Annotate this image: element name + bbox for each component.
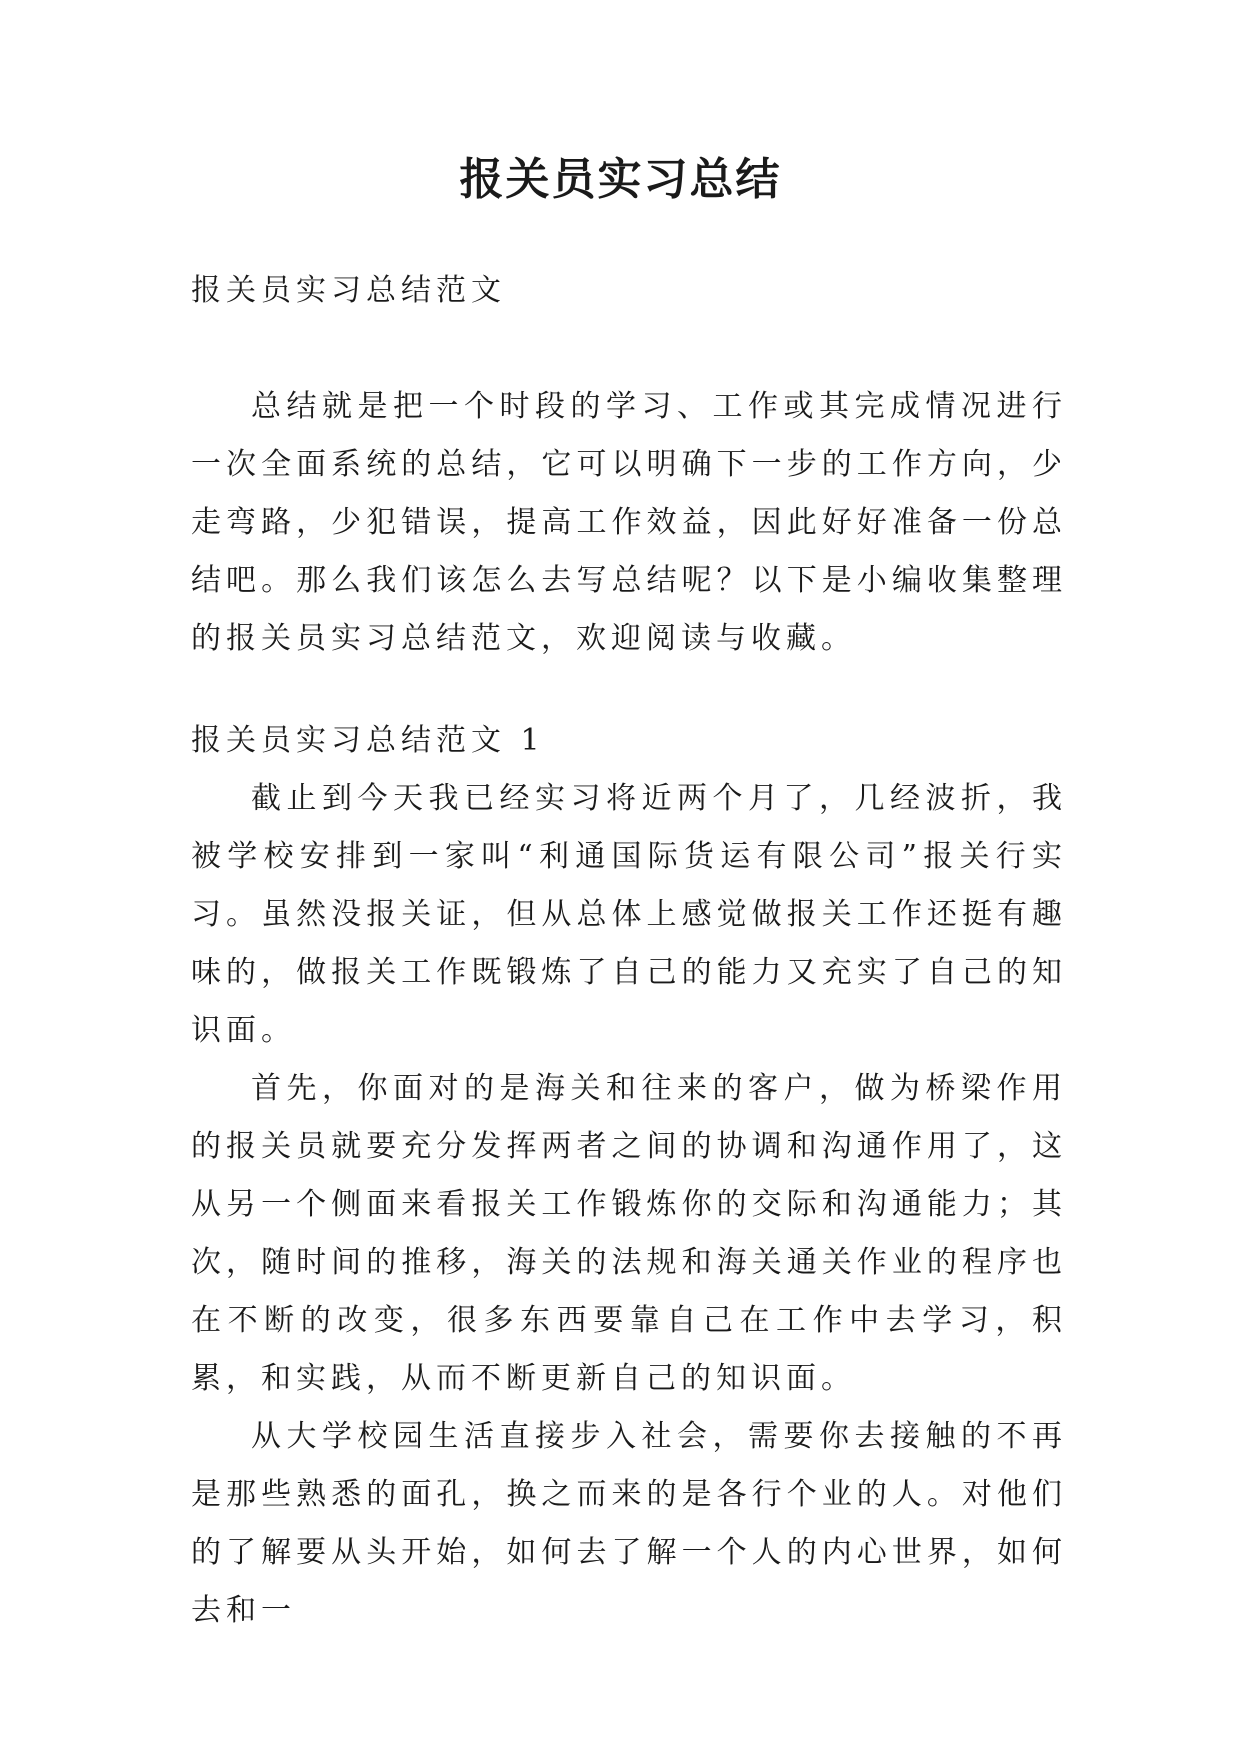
body-paragraph: 首先，你面对的是海关和往来的客户，做为桥梁作用的报关员就要充分发挥两者之间的协调和沟通作用了，这从另一个侧面来看报关工作锻炼你的交际和沟通能力；其次，随时间的推移，海关的法规和海关通关作业的程序也在不断的改变，很多东西要靠自己在工作中去学习，积累，和实践，从而不断更新自己的知识面。 — [191, 1071, 1067, 1396]
spacer — [191, 668, 1067, 712]
document-subtitle: 报关员实习总结范文 — [191, 273, 506, 308]
intro-paragraph: 总结就是把一个时段的学习、工作或其完成情况进行一次全面系统的总结，它可以明确下一步的工作方向，少走弯路，少犯错误，提高工作效益，因此好好准备一份总结吧。那么我们该怎么去写总结呢？以下是小编收集整理的报关员实习总结范文，欢迎阅读与收藏。 — [191, 389, 1067, 656]
document-body — [191, 262, 1067, 1640]
section-heading: 报关员实习总结范文 1 — [191, 723, 545, 758]
spacer — [191, 320, 1067, 378]
body-paragraph: 截止到今天我已经实习将近两个月了，几经波折，我被学校安排到一家叫“利通国际货运有限公司”报关行实习。虽然没报关证，但从总体上感觉做报关工作还挺有趣味的，做报关工作既锻炼了自己的能力又充实了自己的知识面。 — [191, 781, 1067, 1048]
document-title: 报关员实习总结 — [459, 154, 782, 205]
body-paragraph: 从大学校园生活直接步入社会，需要你去接触的不再是那些熟悉的面孔，换之而来的是各行个业的人。对他们的了解要从头开始，如何去了解一个人的内心世界，如何去和一 — [191, 1419, 1067, 1628]
